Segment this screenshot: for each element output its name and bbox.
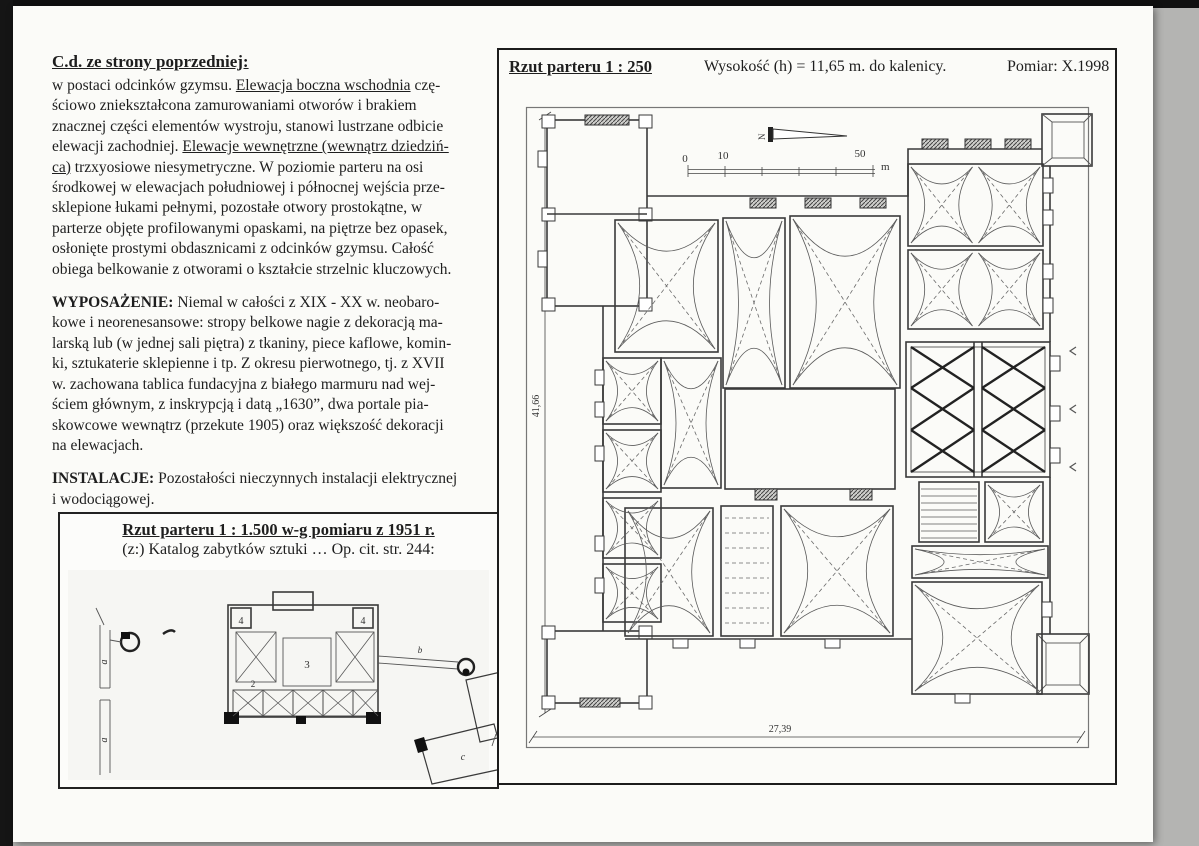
floor-plan-panel (497, 48, 1117, 785)
floor-plan-svg (525, 106, 1090, 766)
inset-plan-caption: (z:) Katalog zabytków sztuki … Op. cit. str. 244: (122, 541, 435, 558)
north-label: N (757, 133, 767, 140)
plan-height-note: Wysokość (h) = 11,65 m. do kalenicy. (704, 58, 947, 75)
plan-survey-note: Pomiar: X.1998 (1007, 58, 1110, 75)
paragraph-wyposazenie: WYPOSAŻENIE: Niemal w całości z XIX - XX w. neobaro- kowe i neorenesansowe: stropy belkowe nagie z dekoracją ma- larską lub (w jednej sali piętra) z tkaniny, piece kaflowe, komin- ki, sztukaterie sklepienne i tp. Z okresu pierwotnego, tj. z XVII w. zachowana tablica fundacyjna z białego marmuru nad wej- ściem głównym, z inskrypcją i datą „1630”, dwa portale pia- skowcowe wewnątrz (przekute 1905) oraz większość dekoracji na elewacjach. (52, 294, 452, 454)
paragraph-elewacje: w postaci odcinków gzymsu. Elewacja boczna wschodnia czę- ściowo zniekształcona zamurowaniami otworów i brakiem znacznej części elementów wystroju, stanowi lustrzane odbicie elewacji zachodniej. Elewacje wewnętrzne (wewnątrz dziedziń- ca) trzxyosiowe niesymetryczne. W poziomie parteru na osi środkowej w elewacjach południowej i północnej wejścia prze- sklepione łukami pełnymi, pozostałe otwory prostokątne, w parterze objęte profilowanymi opaskami, na piętrze bez opasek, osłonięte prostymi obdasznicami z odcinków gzymsu. Całość obiega belkowanie z otworami o kształcie strzelnic kluczowych. (52, 77, 452, 278)
inset-plan-title: Rzut parteru 1 : 1.500 w-g pomiaru z 1951 r. (122, 520, 435, 539)
dim-left-value: 41,66 (531, 394, 542, 418)
label-room-2: 2 (250, 679, 256, 689)
scale-unit: m (881, 161, 890, 173)
scale-fifty: 50 (854, 148, 866, 160)
label-tower-4-right: 4 (360, 616, 366, 627)
paragraph-instalacje: INSTALACJE: Pozostałości nieczynnych instalacji elektrycznej i wodociągowej. (52, 470, 458, 508)
scanned-page (13, 6, 1153, 842)
inset-plan-drawing (68, 570, 489, 780)
continuation-heading: C.d. ze strony poprzedniej: (52, 52, 249, 71)
site-plan-1951-svg (68, 570, 489, 780)
plan-title: Rzut parteru 1 : 250 (509, 57, 652, 76)
plan-sheet (525, 106, 1090, 771)
scale-zero: 0 (682, 153, 688, 165)
label-road-a-upper: a (99, 659, 110, 665)
left-text-column (52, 52, 504, 523)
label-courtyard-3: 3 (304, 659, 310, 671)
label-outbuilding-c-lower: c (460, 752, 466, 763)
inset-plan-1951-box (58, 512, 499, 789)
label-tower-4-left: 4 (238, 616, 244, 627)
dim-bottom-value: 27,39 (768, 724, 792, 735)
label-link-b: b (417, 645, 423, 655)
label-road-a-lower: a (99, 737, 110, 743)
scale-ten: 10 (717, 150, 729, 162)
scan-edge-left (0, 0, 13, 846)
